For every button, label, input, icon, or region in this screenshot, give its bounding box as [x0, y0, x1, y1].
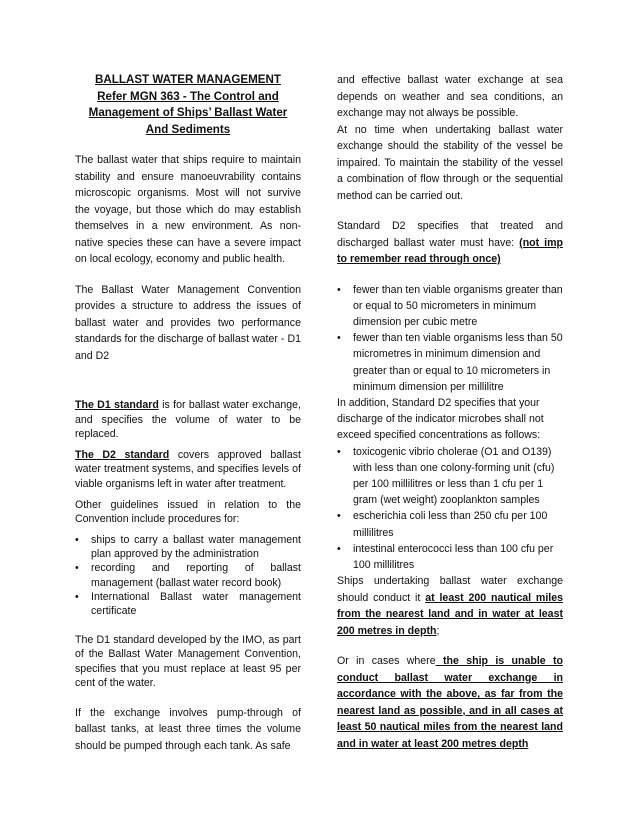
distance-requirement: at least 200 nautical miles from the nearest land and in water at least 200 metres in depth: [337, 591, 563, 637]
list-item: • International Ballast water management certificate: [75, 590, 301, 618]
document-title: [75, 72, 301, 138]
microbes-list: [337, 444, 563, 574]
microbes-paragraph: In addition, Standard D2 specifies that your discharge of the indicator microbes shall not exceed specified concentrations as follows:: [337, 396, 544, 442]
d1-detail-paragraph: The D1 standard developed by the IMO, as part of the Ballast Water Management Convention, specifies that you must replace at least 95 per cent of the water.: [75, 633, 301, 690]
list-item: • intestinal enterococci less than 100 cfu per 100 millilitres: [337, 542, 554, 571]
list-item: • escherichia coli less than 250 cfu per 100 millilitres: [337, 510, 548, 539]
convention-paragraph: The Ballast Water Management Convention provides a structure to address the issues of ballast water and provides two performance standards for the discharge of ballast water - D1 and D2: [75, 283, 301, 362]
guidelines-paragraph: Other guidelines issued in relation to the Convention include procedures for:: [75, 498, 301, 526]
right-column: [337, 72, 563, 752]
title-line: And Sediments: [145, 122, 231, 136]
d2-paragraph: [75, 448, 301, 492]
left-column: [75, 72, 301, 754]
title-line: Management of Ships’ Ballast Water: [88, 106, 288, 119]
list-item: • fewer than ten viable organisms greater than or equal to 50 micrometers in minimum dimension per cubic metre: [337, 283, 563, 328]
exchange-paragraph: and effective ballast water exchange at sea depends on weather and sea conditions, an exchange may not always be possible.: [337, 74, 563, 119]
list-item: • ships to carry a ballast water management plan approved by the administration: [75, 533, 301, 561]
pump-through-paragraph: If the exchange involves pump-through of ballast tanks, at least three times the volume should be pumped through each tank. As safe: [75, 706, 301, 752]
list-item: • recording and reporting of ballast management (ballast water record book): [75, 562, 301, 589]
alternative-requirement: the ship is unable to conduct ballast water exchange in accordance with the above, as far from the nearest land as possible, and in all cases at least 50 nautical miles from the nearest land and in water at least 200 metres depth: [337, 655, 564, 750]
intro-paragraph: The ballast water that ships require to maintain stability and ensure manoeuvrability contains microscopic organisms. Most will not survive the voyage, but those which do may establish themselves in a new environment. As non-native species these can have a severe impact on local ecology, economy and public health.: [75, 154, 301, 265]
exchange-distance-paragraph: Ships undertaking ballast water exchange should conduct it at least 200 nautical miles from the nearest land and in water at least 200 metres in depth;: [337, 575, 563, 637]
d1-text: is for ballast water exchange, and specifies the volume of water to be replaced.: [75, 399, 301, 441]
d2-heading: The D2 standard: [75, 448, 170, 461]
guidelines-list: [75, 533, 301, 619]
title-line: BALLAST WATER MANAGEMENT: [95, 73, 281, 86]
note-text: (not imp to remember read through once): [337, 236, 563, 265]
list-item: • toxicogenic vibrio cholerae (O1 and O139) with less than one colony-forming unit (cfu) per 100 millilitres or less than 1 cfu per 1 gram (wet weight) zooplankton samples: [337, 445, 555, 507]
title-line: Refer MGN 363 - The Control and: [97, 89, 279, 103]
d1-paragraph: [75, 398, 301, 442]
d2-text: covers approved ballast water treatment systems, and specifies levels of viable organisms left in water after treatment.: [75, 448, 301, 490]
d2-spec-paragraph: Standard D2 specifies that treated and discharged ballast water must have: (not imp to remember read through once): [337, 220, 563, 265]
alternative-paragraph: Or in cases where the ship is unable to conduct ballast water exchange in accordance with the above, as far from the nearest land as possible, and in all cases at least 50 nautical miles from the nearest land and in water at least 200 metres depth: [337, 655, 564, 750]
organisms-list: [337, 282, 563, 395]
stability-paragraph: At no time when undertaking ballast water exchange should the stability of the vessel be impaired. To maintain the stability of the vessel a combination of flow through or the sequential method can be carried out.: [337, 123, 563, 202]
list-item: • fewer than ten viable organisms less than 50 micrometres in minimum dimension and greater than or equal to 10 micrometers in minimum dimension per millilitre: [337, 332, 563, 393]
d1-heading: The D1 standard: [75, 399, 159, 411]
